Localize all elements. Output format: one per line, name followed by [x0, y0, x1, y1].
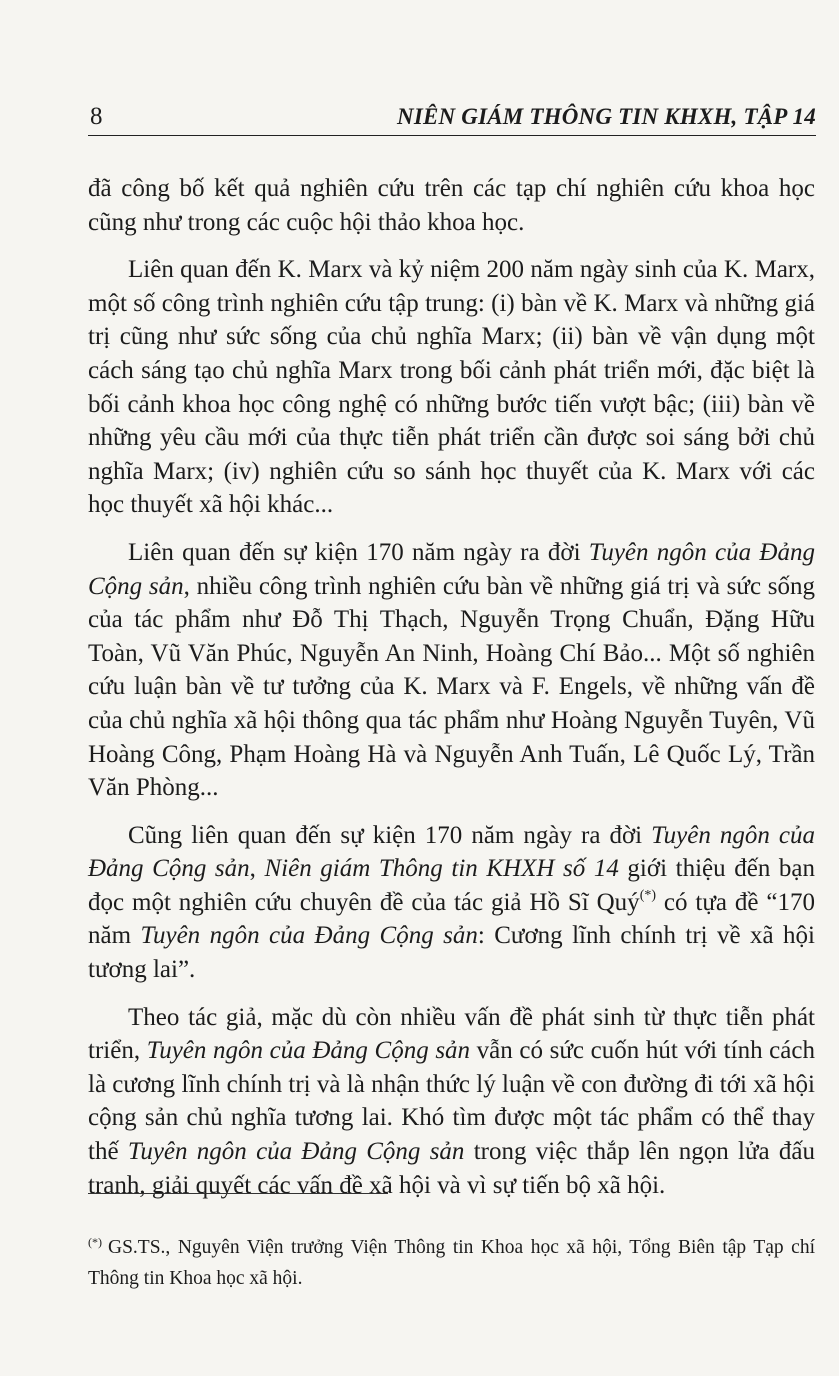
footnote-reference[interactable]: (*): [639, 887, 657, 903]
paragraph-4-yearbook-title: Niên giám Thông tin KHXH số 14: [264, 855, 619, 883]
footnote-mark: (*): [88, 1235, 102, 1249]
paragraph-2: Liên quan đến K. Marx và kỷ niệm 200 năm ngày sinh của K. Marx, một số công trình nghiên cứu tập trung: (i) bàn về K. Marx và những giá trị cũng như sức sống của chủ nghĩa Marx; (ii) bàn về vận dụng một cách sáng tạo chủ nghĩa Marx trong bối cảnh phát triển mới, đặc biệt là bối cảnh khoa học công nghệ có những bước tiến vượt bậc; (iii) bàn về những yêu cầu mới của thực tiễn phát triển cần được soi sáng bởi chủ nghĩa Marx; (iv) nghiên cứu so sánh học thuyết của K. Marx với các học thuyết xã hội khác...: [88, 256, 815, 519]
page-number: 8: [90, 103, 103, 130]
paragraph-5-text-c: vẫn có sức cuốn hút với tính cách là cương lĩnh chính trị và là nhận thức lý luận về con đường đi tới xã hội cộng sản chủ nghĩa tương lai. Khó tìm được một tác phẩm có thể thay thế: [88, 1037, 815, 1166]
paragraph-4-text-a: Cũng liên quan đến sự kiện 170 năm ngày ra đời: [128, 821, 652, 849]
paragraph-3: [88, 536, 815, 805]
footnote-text: GS.TS., Nguyên Viện trưởng Viện Thông tin Khoa học xã hội, Tổng Biên tập Tạp chí Thông tin Khoa học xã hội.: [88, 1237, 815, 1289]
page-header: [88, 102, 816, 136]
paragraph-5-title-2: Tuyên ngôn của Đảng Cộng sản: [127, 1138, 465, 1166]
paragraph-3-title: Tuyên ngôn của Đảng Cộng sản: [88, 538, 815, 600]
paragraph-1: đã công bố kết quả nghiên cứu trên các tạp chí nghiên cứu khoa học cũng như trong các cuộc hội thảo khoa học.: [88, 175, 815, 236]
paragraph-5-title-1: Tuyên ngôn của Đảng Cộng sản: [146, 1037, 471, 1065]
paragraph-3-text-c: , nhiều công trình nghiên cứu bàn về những giá trị và sức sống của tác phẩm như Đỗ Thị Thạch, Nguyễn Trọng Chuẩn, Đặng Hữu Toàn, Vũ Văn Phúc, Nguyễn An Ninh, Hoàng Chí Bảo... Một số nghiên cứu luận bàn về tư tưởng của K. Marx và F. Engels, về những vấn đề của chủ nghĩa xã hội thông qua tác phẩm như Hoàng Nguyễn Tuyên, Vũ Hoàng Công, Phạm Hoàng Hà và Nguyễn Anh Tuấn, Lê Quốc Lý, Trần Văn Phòng...: [88, 572, 815, 802]
footnote-divider: [88, 1193, 388, 1194]
footnote-text-block: [88, 1233, 815, 1293]
paragraph-4-text-h: : Cương lĩnh chính trị về xã hội tương lai”.: [88, 922, 815, 984]
paragraph-4-text-c: ,: [249, 855, 265, 883]
header-divider: [88, 135, 816, 136]
main-text: [88, 172, 815, 1216]
paragraph-4-text-e: giới thiệu đến bạn đọc một nghiên cứu chuyên đề của tác giả Hồ Sĩ Quý: [88, 855, 816, 916]
paragraph-4: [88, 819, 815, 987]
paragraph-4-title-1: Tuyên ngôn của Đảng Cộng sản: [88, 821, 815, 883]
footnote: [88, 1233, 815, 1293]
paragraph-5: [88, 1001, 815, 1203]
paragraph-5-text-a: Theo tác giả, mặc dù còn nhiều vấn đề phát sinh từ thực tiễn phát triển,: [88, 1003, 815, 1065]
paragraph-4-text-f: có tựa đề “170 năm: [88, 888, 815, 950]
paragraph-4-title-2: Tuyên ngôn của Đảng Cộng sản: [140, 922, 478, 950]
paragraph-3-text-a: Liên quan đến sự kiện 170 năm ngày ra đời: [128, 538, 589, 566]
running-title: NIÊN GIÁM THÔNG TIN KHXH, TẬP 14: [397, 104, 816, 129]
paragraph-5-text-e: trong việc thắp lên ngọn lửa đấu tranh, giải quyết các vấn đề xã hội và vì sự tiến bộ xã hội.: [88, 1138, 815, 1199]
